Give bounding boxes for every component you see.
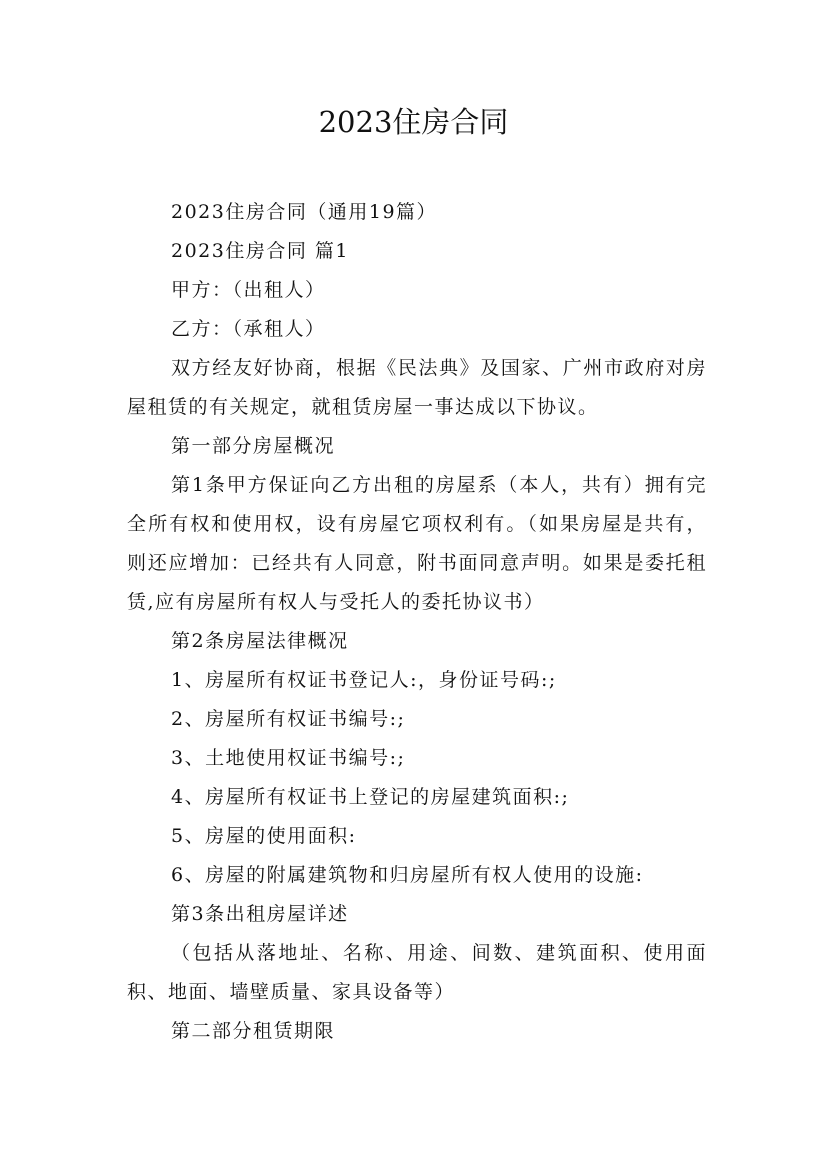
paragraph-party-b: 乙方：（承租人） [171,318,326,340]
paragraph-subtitle: 2023住房合同（通用19篇） [171,201,438,223]
paragraph-article-1: 第1条甲方保证向乙方出租的房屋系（本人，共有）拥有完全所有权和使用权，设有房屋它项权利有。（如果房屋是共有，则还应增加：已经共有人同意，附书面同意声明。如果是委托租赁,应有房屋所有权人与受托人的委托协议书） [127,474,707,613]
paragraph-article-3-detail: （包括从落地址、名称、用途、间数、建筑面积、使用面积、地面、墙壁质量、家具设备等） [127,942,707,1003]
paragraph-article-2-heading: 第2条房屋法律概况 [171,630,349,652]
list-item-1: 1、房屋所有权证书登记人:，身份证号码:; [171,669,557,691]
paragraph-article-3-heading: 第3条出租房屋详述 [171,903,349,925]
document-body [127,193,707,1051]
paragraph-party-a: 甲方：（出租人） [171,279,326,301]
paragraph-part-two-heading: 第二部分租赁期限 [171,1020,336,1042]
list-item-4: 4、房屋所有权证书上登记的房屋建筑面积:; [171,786,570,808]
list-item-3: 3、土地使用权证书编号:; [171,747,406,769]
list-item-2: 2、房屋所有权证书编号:; [171,708,406,730]
document-title: 2023住房合同 [318,105,509,139]
paragraph-section-heading: 2023住房合同 篇1 [171,240,349,262]
paragraph-part-one-heading: 第一部分房屋概况 [171,435,336,457]
list-item-5: 5、房屋的使用面积: [171,825,357,847]
paragraph-agreement-intro: 双方经友好协商，根据《民法典》及国家、广州市政府对房屋租赁的有关规定，就租赁房屋一事达成以下协议。 [127,357,707,418]
list-item-6: 6、房屋的附属建筑物和归房屋所有权人使用的设施: [171,864,644,886]
